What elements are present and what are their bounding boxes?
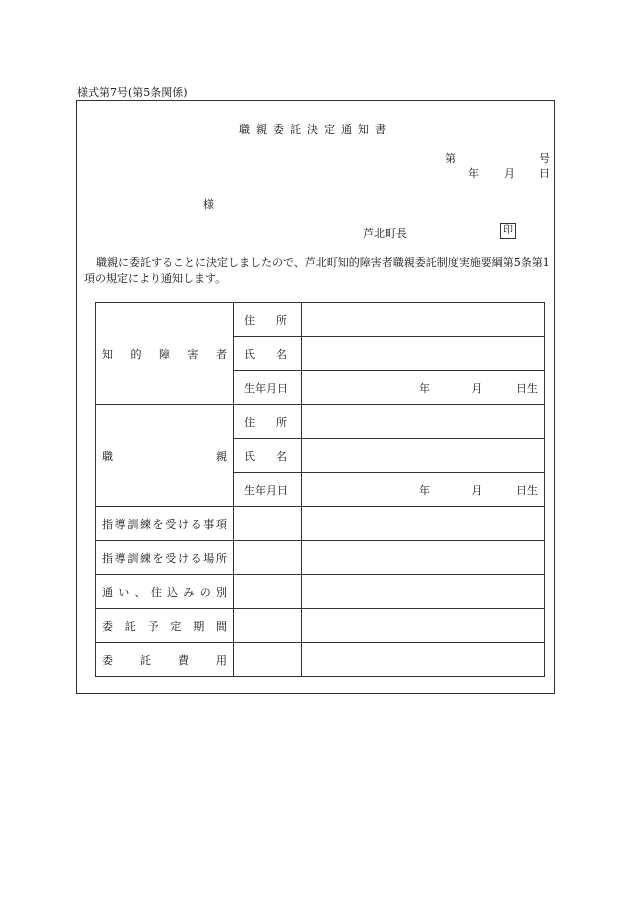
label-char: る	[190, 551, 202, 565]
label-char: 指	[102, 517, 113, 531]
label-char: 受	[165, 517, 177, 531]
date-day: 日	[539, 167, 550, 180]
person-name-value[interactable]	[302, 337, 545, 371]
seal-mark: 印	[500, 223, 516, 239]
label-char: の	[199, 585, 211, 599]
label-char: 委	[102, 653, 113, 667]
table-row	[96, 541, 545, 575]
period-cell-b[interactable]	[302, 609, 545, 643]
training-matters-cell-a[interactable]	[234, 507, 302, 541]
label-char: 導	[114, 551, 126, 565]
spread-label-text	[234, 448, 301, 464]
table-row	[96, 609, 545, 643]
address-label	[234, 405, 302, 439]
label-char: 項	[215, 517, 227, 531]
spread-label-text	[96, 516, 233, 532]
spread-label-text	[96, 652, 233, 668]
number-suffix: 号	[539, 152, 550, 165]
label-char: 事	[203, 517, 215, 531]
label-char: 親	[216, 449, 227, 463]
details-table	[95, 302, 545, 677]
label-char: 定	[170, 619, 182, 633]
label-char: 所	[276, 415, 287, 429]
label-char: 障	[159, 347, 170, 361]
cost-cell-a[interactable]	[234, 643, 302, 677]
table-row	[96, 303, 545, 337]
label-char: 間	[215, 619, 227, 633]
label-char: け	[177, 517, 189, 531]
table-row	[96, 643, 545, 677]
body-text: 職親に委託することに決定しましたので、芦北町知的障害者職親委託制度実施要綱第5条第1項の規定により通知します。	[84, 256, 550, 285]
date-year: 年	[468, 167, 479, 180]
addressee-suffix: 様	[203, 198, 214, 211]
spread-label-text	[96, 618, 233, 634]
label-char: 職	[102, 449, 113, 463]
parent-birth-value[interactable]: 年 月 日生	[302, 473, 545, 507]
cost-label	[96, 643, 234, 677]
birth-label: 生年月日	[234, 473, 302, 507]
parent-address-value[interactable]	[302, 405, 545, 439]
label-char: 者	[216, 347, 227, 361]
date-month: 月	[504, 167, 515, 180]
name-label	[234, 439, 302, 473]
label-char: 訓	[127, 517, 139, 531]
training-place-label	[96, 541, 234, 575]
label-char: 期	[193, 619, 205, 633]
person-section-label	[96, 303, 234, 405]
label-char: 住	[244, 415, 255, 429]
label-char: 住	[244, 313, 255, 327]
label-char: 氏	[244, 347, 255, 361]
label-char: 名	[276, 449, 287, 463]
document-title: 職親委託決定通知書	[239, 123, 392, 136]
training-matters-label	[96, 507, 234, 541]
label-char: 練	[139, 551, 151, 565]
label-char: 費	[178, 653, 189, 667]
spread-label-text	[96, 448, 233, 464]
label-char: 託	[124, 619, 136, 633]
period-label	[96, 609, 234, 643]
training-place-cell-a[interactable]	[234, 541, 302, 575]
person-address-value[interactable]	[302, 303, 545, 337]
label-char: 名	[276, 347, 287, 361]
label-char: 場	[203, 551, 215, 565]
training-place-cell-b[interactable]	[302, 541, 545, 575]
commute-type-label	[96, 575, 234, 609]
label-char: 的	[130, 347, 142, 361]
label-char: け	[177, 551, 189, 565]
name-label	[234, 337, 302, 371]
person-birth-value[interactable]: 年 月 日生	[302, 371, 545, 405]
label-char: 委	[102, 619, 113, 633]
label-char: 所	[276, 313, 287, 327]
spread-label-text	[234, 414, 301, 430]
table-row	[96, 507, 545, 541]
table-row	[96, 575, 545, 609]
parent-name-value[interactable]	[302, 439, 545, 473]
label-char: 訓	[127, 551, 139, 565]
table-row	[96, 405, 545, 439]
spread-label-text	[96, 346, 233, 362]
parent-section-label	[96, 405, 234, 507]
notice-frame	[76, 100, 555, 694]
label-char: 所	[215, 551, 227, 565]
label-char: 住	[150, 585, 162, 599]
label-char: い	[118, 585, 130, 599]
label-char: 指	[102, 551, 113, 565]
period-cell-a[interactable]	[234, 609, 302, 643]
label-char: 込	[167, 585, 179, 599]
spread-label-text	[96, 584, 233, 600]
address-label	[234, 303, 302, 337]
label-char: る	[190, 517, 202, 531]
number-prefix: 第	[445, 152, 456, 165]
label-char: 予	[147, 619, 159, 633]
birth-label: 生年月日	[234, 371, 302, 405]
label-char: 別	[215, 585, 227, 599]
commute-type-cell-a[interactable]	[234, 575, 302, 609]
label-char: 氏	[244, 449, 255, 463]
spread-label-text	[96, 550, 233, 566]
label-char: み	[183, 585, 195, 599]
label-char: 害	[187, 347, 199, 361]
label-char: 知	[102, 347, 113, 361]
commute-type-cell-b[interactable]	[302, 575, 545, 609]
cost-cell-b[interactable]	[302, 643, 545, 677]
label-char: 練	[139, 517, 151, 531]
spread-label-text	[234, 346, 301, 362]
label-char: を	[152, 551, 164, 565]
issuer-name: 芦北町長	[363, 227, 407, 240]
label-char: 受	[165, 551, 177, 565]
spread-label-text	[234, 312, 301, 328]
training-matters-cell-b[interactable]	[302, 507, 545, 541]
label-char: を	[152, 517, 164, 531]
label-char: 用	[216, 653, 227, 667]
label-char: 託	[140, 653, 151, 667]
label-char: 、	[134, 585, 146, 599]
label-char: 導	[114, 517, 126, 531]
label-char: 通	[102, 585, 113, 599]
form-number: 様式第7号(第5条関係)	[77, 86, 188, 99]
